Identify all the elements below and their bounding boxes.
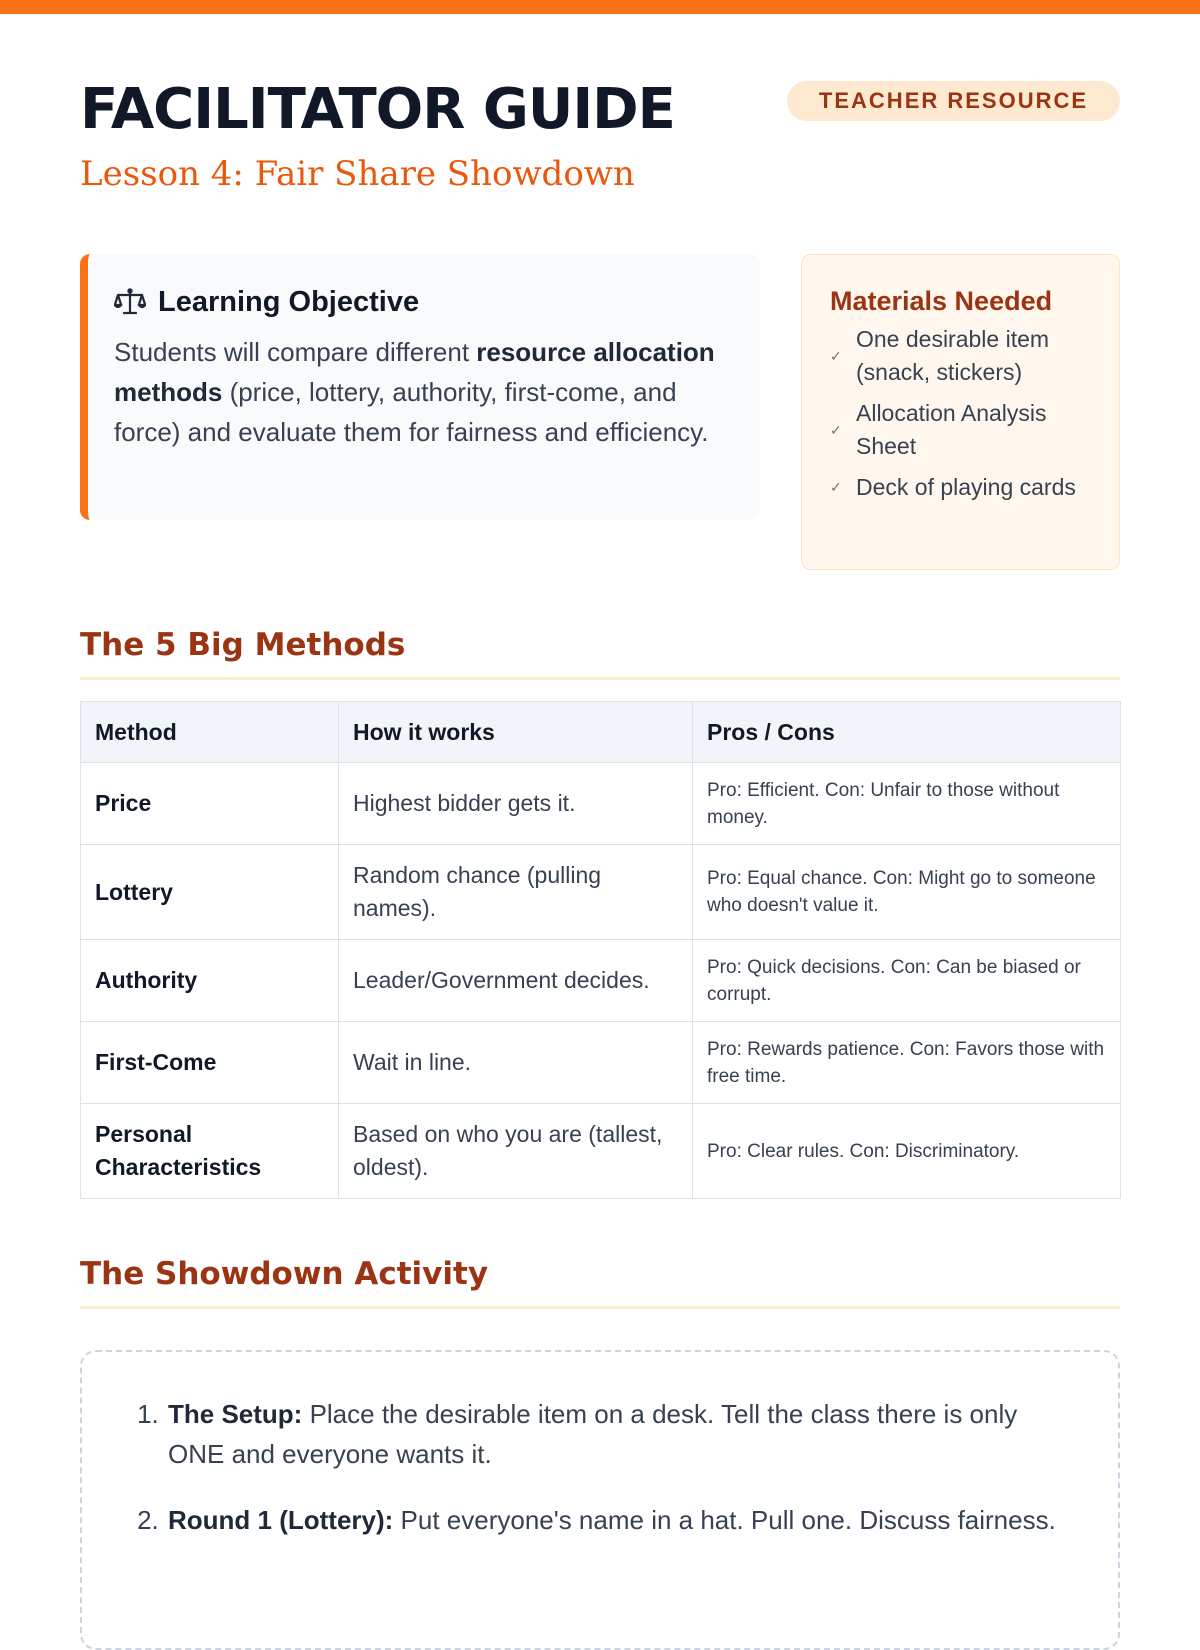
table-row bbox=[81, 940, 1121, 1022]
materials-title: Materials Needed bbox=[830, 286, 1053, 316]
column-header-pros-cons: Pros / Cons bbox=[693, 702, 1121, 763]
method-cell: Lottery bbox=[81, 845, 339, 940]
material-item: ✓ One desirable item (snack, stickers) bbox=[830, 326, 1050, 385]
lesson-subtitle: Lesson 4: Fair Share Showdown bbox=[80, 154, 635, 194]
objective-header bbox=[114, 282, 732, 322]
methods-section-title: The 5 Big Methods bbox=[80, 625, 1120, 680]
column-header-how: How it works bbox=[339, 702, 693, 763]
objective-text: Students will compare different resource allocation methods (price, lottery, authority, first-come, and force) and evaluate them for fairness and efficiency. bbox=[114, 337, 715, 447]
methods-table bbox=[80, 701, 1121, 1199]
table-row bbox=[81, 763, 1121, 845]
method-cell: Personal Characteristics bbox=[81, 1104, 339, 1199]
pros-cons-cell: Pro: Clear rules. Con: Discriminatory. bbox=[693, 1104, 1121, 1199]
method-cell: First-Come bbox=[81, 1022, 339, 1104]
check-icon: ✓ bbox=[830, 421, 842, 438]
activity-box bbox=[80, 1350, 1120, 1650]
check-icon: ✓ bbox=[830, 479, 842, 495]
table-row bbox=[81, 845, 1121, 940]
method-cell: Price bbox=[81, 763, 339, 845]
activity-section-title: The Showdown Activity bbox=[80, 1254, 1120, 1309]
column-header-method: Method bbox=[81, 702, 339, 763]
materials-card bbox=[801, 254, 1120, 570]
pros-cons-cell: Pro: Rewards patience. Con: Favors those with free time. bbox=[693, 1022, 1121, 1104]
table-row bbox=[81, 1104, 1121, 1199]
how-cell: Highest bidder gets it. bbox=[339, 763, 693, 845]
how-cell: Wait in line. bbox=[339, 1022, 693, 1104]
how-cell: Leader/Government decides. bbox=[339, 940, 693, 1022]
objective-title: Learning Objective bbox=[158, 285, 420, 318]
pros-cons-cell: Pro: Equal chance. Con: Might go to someone who doesn't value it. bbox=[693, 845, 1121, 940]
activity-step: 2. Round 1 (Lottery): Put everyone's name in a hat. Pull one. Discuss fairness. bbox=[166, 1500, 1078, 1540]
table-row bbox=[81, 1022, 1121, 1104]
table-header-row bbox=[81, 702, 1121, 763]
activity-step: 1. The Setup: Place the desirable item on a desk. Tell the class there is only ONE and everyone wants it. bbox=[166, 1394, 1078, 1474]
pros-cons-cell: Pro: Efficient. Con: Unfair to those without money. bbox=[693, 763, 1121, 845]
materials-list bbox=[830, 323, 1095, 504]
activity-steps bbox=[124, 1394, 1078, 1540]
check-icon: ✓ bbox=[830, 347, 842, 364]
page-title: FACILITATOR GUIDE bbox=[80, 77, 675, 142]
learning-objective-card bbox=[80, 254, 760, 520]
scale-icon bbox=[114, 287, 146, 317]
how-cell: Based on who you are (tallest, oldest). bbox=[339, 1104, 693, 1199]
material-item: ✓ Allocation Analysis Sheet bbox=[830, 400, 1047, 459]
how-cell: Random chance (pulling names). bbox=[339, 845, 693, 940]
top-accent-bar bbox=[0, 0, 1200, 14]
teacher-resource-badge: TEACHER RESOURCE bbox=[787, 81, 1120, 121]
material-item: ✓ Deck of playing cards bbox=[830, 474, 1076, 500]
method-cell: Authority bbox=[81, 940, 339, 1022]
pros-cons-cell: Pro: Quick decisions. Con: Can be biased or corrupt. bbox=[693, 940, 1121, 1022]
